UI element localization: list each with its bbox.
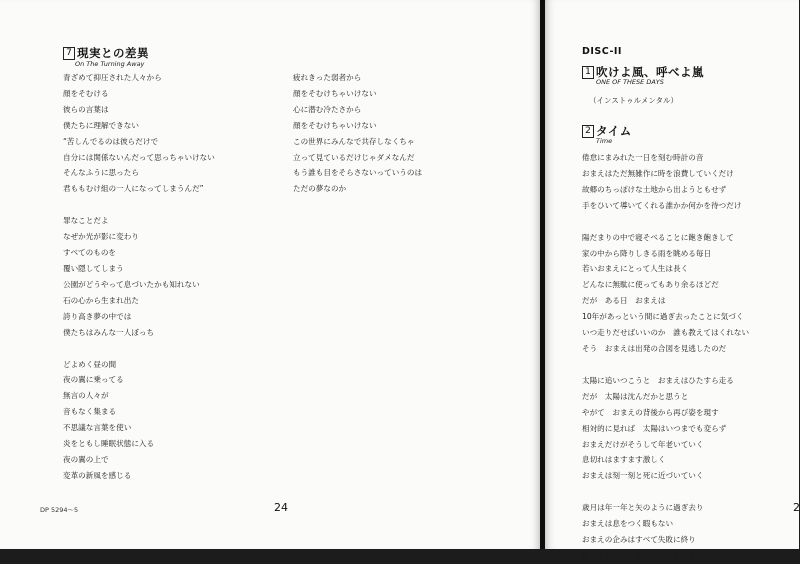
- lyric-line: 僕たちに理解できない: [63, 120, 139, 130]
- lyric-line: 覆い隠してしまう: [63, 263, 124, 273]
- lyric-line: 倦怠にまみれた一日を刻む時計の音: [582, 153, 704, 162]
- song-subtitle: ONE OF THESE DAYS: [596, 78, 664, 86]
- lyric-line: 君ももむけ組の一人になってしまうんだ”: [63, 184, 204, 194]
- song-subtitle: Time: [596, 137, 613, 145]
- lyric-line: どよめく昼の間: [63, 359, 117, 369]
- lyric-line: 歳月は年一年と矢のように過ぎ去り: [582, 503, 704, 513]
- lyric-line: 家の中から降りしきる雨を眺める毎日: [582, 248, 712, 258]
- lyric-stanza: [582, 230, 749, 357]
- instrumental-note: （インストゥルメンタル）: [589, 96, 679, 105]
- song-title: タイム: [596, 124, 632, 138]
- lyric-line: 音もなく集まる: [63, 407, 117, 417]
- lyric-line: おまえだけがそうして年老いていく: [582, 439, 704, 449]
- lyric-line: 心に潜む冷たさから: [293, 104, 362, 114]
- lyric-line: 息切れはますます激しく: [582, 455, 666, 465]
- lyric-line: だが ある日 おまえは: [582, 296, 666, 306]
- lyric-line: 陽だまりの中で寝そべることに飽き飽きして: [582, 232, 734, 242]
- lyric-line: 無言の人々が: [63, 391, 109, 401]
- lyric-line: おまえの企みはすべて失敗に終り: [582, 535, 696, 545]
- lyric-stanza: [582, 373, 749, 484]
- lyrics-column-2: [293, 70, 422, 197]
- lyric-stanza: [63, 213, 215, 340]
- lyric-line: 若いおまえにとって人生は長く: [582, 264, 689, 274]
- lyric-stanza: [293, 70, 422, 197]
- lyric-line: 立って見ているだけじゃダメなんだ: [293, 152, 415, 162]
- lyric-line: 彼らの言葉は: [63, 104, 109, 114]
- page-number: 24: [274, 501, 288, 514]
- song-title: 吹けよ風、呼べよ嵐: [596, 65, 704, 79]
- lyric-line: 青ざめて抑圧された人々から: [63, 73, 162, 82]
- lyric-stanza: [582, 150, 749, 214]
- lyric-line: おまえはただ無雑作に時を浪費していくだけ: [582, 168, 734, 178]
- lyric-line: 故郷のちっぽけな土地から出ようともせず: [582, 184, 727, 194]
- lyric-line: この世界にみんなで共存しなくちゃ: [293, 136, 415, 146]
- catalog-number: DP 5294～5: [40, 506, 79, 514]
- lyric-line: 自分には関係ないんだって思っちゃいけない: [63, 152, 215, 162]
- lyric-stanza: [63, 357, 215, 484]
- lyric-line: 変革の新風を感じる: [63, 470, 132, 480]
- lyric-line: すべてのものを: [63, 248, 117, 258]
- lyric-line: いつ走りだせばいいのか 誰も教えてはくれない: [582, 328, 750, 338]
- lyric-line: 石の心から生まれ出た: [63, 295, 139, 305]
- lyric-line: もう誰も目をそらさないっていうのは: [293, 168, 423, 178]
- lyric-line: 顔をそむける: [63, 88, 109, 98]
- lyrics-column-1: [63, 70, 215, 484]
- lyric-line: どんなに無駄に使ってもあり余るほどだ: [582, 280, 719, 290]
- song-heading: [63, 45, 149, 61]
- song-subtitle: On The Turning Away: [75, 60, 145, 68]
- disc-label: DISC-II: [582, 46, 622, 57]
- lyric-line: 10年があっという間に過ぎ去ったことに気づく: [582, 312, 744, 322]
- lyric-line: なぜか光が影に変わり: [63, 232, 139, 242]
- lyric-line: だが 太陽は沈んだかと思うと: [582, 391, 689, 401]
- lyric-line: 疲れきった弱者から: [293, 73, 362, 82]
- lyric-line: “苦しんでるのは彼らだけで: [63, 136, 159, 146]
- track-number-box: 2: [582, 125, 594, 138]
- lyric-line: やがて おまえの背後から再び姿を現す: [582, 407, 719, 417]
- lyric-line: 僕たちはみんな一人ぼっち: [63, 327, 155, 337]
- lyric-line: おまえは息をつく暇もない: [582, 519, 674, 529]
- lyric-line: おまえは刻一刻と死に近づいていく: [582, 471, 704, 481]
- lyric-line: 相対的に見れば 太陽はいつまでも変らず: [582, 423, 727, 433]
- lyrics-column: [582, 150, 749, 564]
- track-number-box: 7: [63, 47, 75, 60]
- lyric-line: 手をひいて導いてくれる誰かか何かを待つだけ: [582, 200, 742, 210]
- lyric-line: 罪なことだよ: [63, 216, 109, 226]
- lyric-line: 公園がどうやって息づいたかも知れない: [63, 279, 200, 289]
- lyric-line: 太陽に追いつこうと おまえはひたすら走る: [582, 375, 734, 385]
- song-title: 現実との差異: [77, 46, 149, 60]
- lyric-line: そんなふうに思ったら: [63, 168, 139, 178]
- lyric-stanza: [63, 70, 215, 197]
- lyric-line: 残ったものはかきなぐった予定表だけ: [582, 550, 711, 560]
- lyric-line: 顔をそむけちゃいけない: [293, 120, 377, 130]
- page-number: 2: [793, 501, 800, 514]
- lyric-line: 不思議な言葉を使い: [63, 423, 132, 433]
- lyric-line: 誇り高き夢の中では: [63, 311, 132, 321]
- lyric-line: 夜の翼に乗ってる: [63, 375, 124, 385]
- track-number-box: 1: [582, 66, 594, 79]
- lyric-line: 夜の翼の上で: [63, 454, 109, 464]
- lyric-line: 顔をそむけちゃいけない: [293, 88, 377, 98]
- lyric-line: 炎をともし睡眠状態に入る: [63, 439, 155, 449]
- right-page: [545, 0, 800, 560]
- lyric-line: そう おまえは出発の合図を見逃したのだ: [582, 343, 727, 353]
- lyric-stanza: [582, 500, 749, 564]
- lyric-line: ただの夢なのか: [293, 184, 347, 194]
